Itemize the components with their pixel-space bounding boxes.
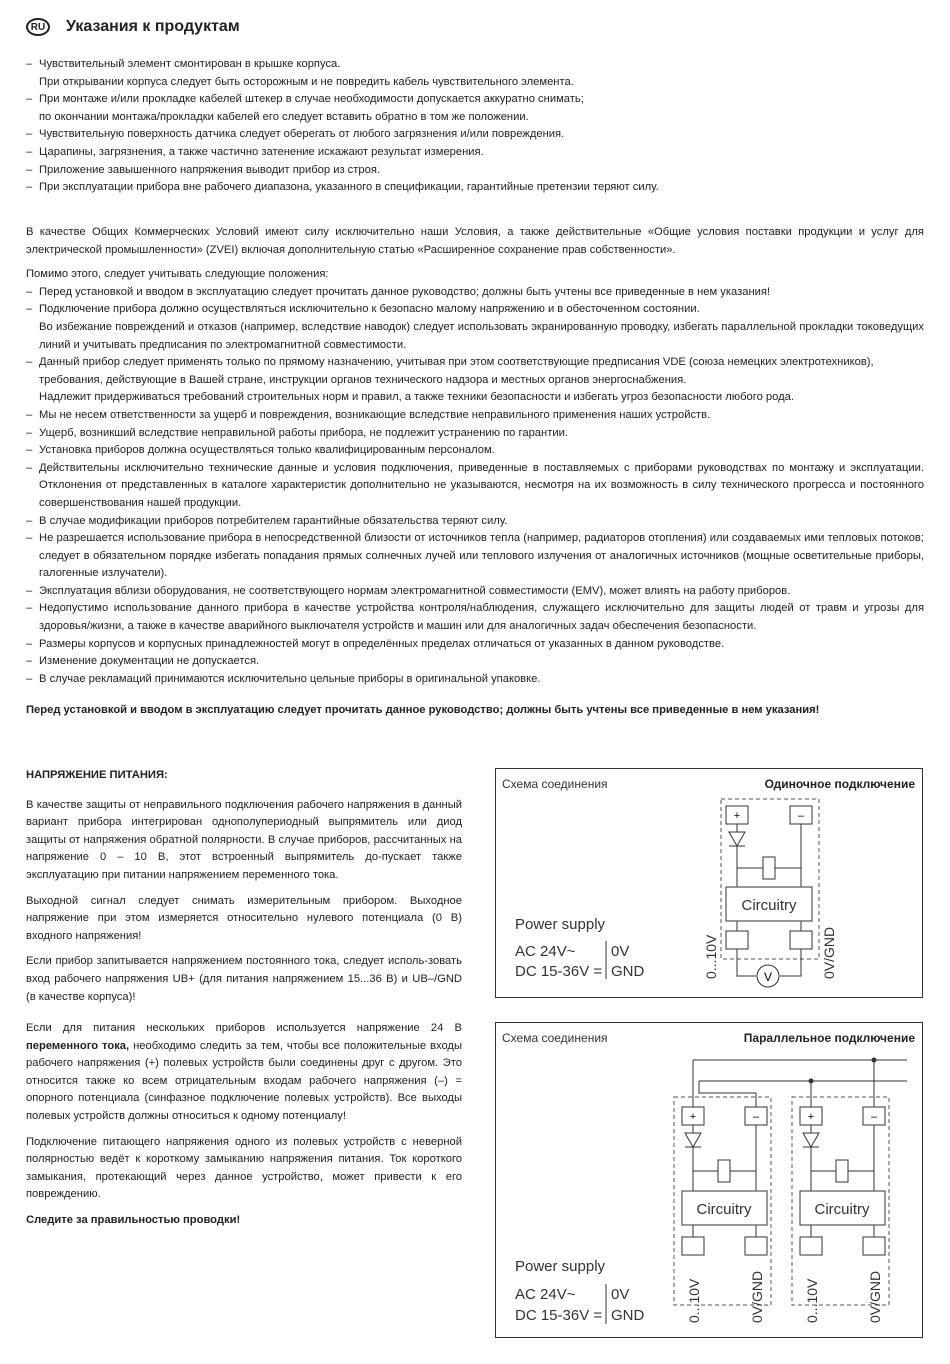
page-title: Указания к продуктам (66, 18, 240, 35)
terms-item: Надлежит придерживаться требований строительных норм и правил, а также техники безопасности и избегать угроз безопасности любого рода. (39, 391, 794, 404)
circuitry-label: Circuitry (741, 897, 797, 914)
note-item: При открывании корпуса следует быть осторожным и не повредить кабель чувствительного элемента. (39, 75, 574, 88)
output-label: 0...10V (804, 1278, 820, 1323)
supply-paragraph: В качестве защиты от неправильного подключения рабочего напряжения в данный вариант прибора интегрирован однополупериодный выпрямитель или диод защиты от напряжения обратной полярности. В случае приборов, рассчитанных на напряжение 0 – 10 В, этот встроенный выпрямитель до-пускает также эксплуатацию при питании напряжением переменного тока. (26, 798, 462, 881)
gnd-text: GND (611, 963, 645, 980)
terms-item: – Изменение документации не допускается. (26, 653, 924, 671)
terms-item: – Перед установкой и вводом в эксплуатацию следует прочитать данное руководство; должны быть учтены все приведенные в нем указания! (26, 284, 924, 302)
zero-v-label: 0V (611, 1286, 630, 1303)
gnd-label: 0V/GND (749, 1270, 765, 1323)
capacitor-icon (718, 1160, 730, 1182)
circuitry-label: Circuitry (696, 1201, 752, 1218)
terms-item: Во избежание повреждений и отказов (например, вследствие наводок) следует использовать экранированную проводку, избегать параллельной прокладки токоведущих линий и учитывать предписания по электромагнитной совместимости. (39, 320, 924, 351)
terms-item: – Эксплуатация вблизи оборудования, не соответствующего нормам электромагнитной совместимости (EMV), может влиять на работу приборов. (26, 583, 924, 601)
note-item: – Приложение завышенного напряжения выводит прибор из строя. (26, 162, 924, 180)
note-item: – При эксплуатации прибора вне рабочего диапазона, указанного в спецификации, гарантийные претензии теряют силу. (26, 179, 924, 197)
terms-section (26, 224, 924, 720)
diagram-label: Схема соединения (502, 777, 608, 791)
terms-item: – Подключение прибора должно осуществляться исключительно к безопасно малому напряжению и в обесточенном состоянии. (26, 301, 924, 319)
dc-label: DC 15-36V = (515, 1307, 603, 1324)
terms-item: – Ущерб, возникший вследствие неправильной работы прибора, не подлежит устранению по гарантии. (26, 425, 924, 443)
terms-lead: Помимо этого, следует учитывать следующие положения: (26, 268, 329, 281)
diode-icon (729, 832, 745, 846)
parallel-connection-diagram (495, 1022, 923, 1338)
diode-icon (685, 1133, 701, 1147)
gnd-label: 0V/GND (867, 1270, 883, 1323)
page-header (26, 14, 240, 40)
gnd-label: 0V/GND (821, 926, 837, 979)
power-supply-label: Power supply (515, 1258, 606, 1275)
voltmeter-label: V (763, 970, 773, 984)
supply-text: необходимо следить за тем, чтобы все положительные входы рабочего напряжения (+) полевых устройств были соединены друг с другом. Это относится также ко всем отрицательным входам рабочего напряжения (–) = опорного потенциала (синфазное подключение полевых устройств). Все выходы полевых устройств должны относиться к одному потенциалу! (26, 1039, 462, 1122)
note-item: – Царапины, загрязнения, а также частично затенение искажают результат измерения. (26, 144, 924, 162)
product-notes (26, 56, 924, 197)
dc-label: DC 15-36V = (515, 963, 603, 980)
diagram-label: Схема соединения (502, 1031, 608, 1045)
terms-item: – В случае рекламаций принимаются исключительно цельные приборы в оригинальной упаковке. (26, 671, 924, 689)
terms-item: – Размеры корпусов и корпусных принадлежностей могут в определённых пределах отличаться от указанных в данном руководстве. (26, 636, 924, 654)
note-item: – Чувствительную поверхность датчика следует оберегать от любого загрязнения и/или повреждения. (26, 126, 924, 144)
capacitor-icon (763, 857, 775, 879)
output-terminal (682, 1237, 704, 1255)
output-label: 0...10V (703, 934, 719, 979)
diagram-title: Параллельное подключение (743, 1031, 915, 1045)
plus-label: + (689, 1111, 697, 1123)
terms-item: – Недопустимо использование данного прибора в качестве устройства контроля/наблюдения, служащего исключительно для защиты людей от травм и угрозы для здоровья/жизни, а также в качестве аварийного выключателя устройств и машин или для аналогичных задач обеспечения безопасности. (26, 600, 924, 635)
supply-paragraph: Подключение питающего напряжения одного из полевых устройств с неверной полярностью ведёт к короткому замыканию напряжения питания. Ток короткого замыкания, протекающий через данное устройство, может привести к его повреждению. (26, 1135, 462, 1201)
supply-section (26, 767, 462, 1014)
diode-icon (803, 1133, 819, 1147)
diagram-title: Одиночное подключение (764, 777, 915, 791)
supply-heading: НАПРЯЖЕНИЕ ПИТАНИЯ: (26, 769, 168, 781)
terms-item: – Данный прибор следует применять только по прямому назначению, учитывая при этом соответствующие предписания VDE (союза немецких электротехников), требования, действующие в Вашей стране, инструкции органов технического надзора и местных органов энергоснабжения. (26, 354, 924, 389)
terms-item: – Мы не несем ответственности за ущерб и повреждения, возникающие вследствие неправильного применения наших устройств. (26, 407, 924, 425)
language-badge: RU (26, 18, 50, 36)
ac-label: AC 24V~ (515, 943, 576, 960)
gnd-terminal (790, 931, 812, 949)
supply-section-2 (26, 1020, 462, 1238)
note-item: по окончании монтажа/прокладки кабелей его следует вставить обратно в том же положении. (39, 110, 529, 123)
supply-emphasis: переменного тока, (26, 1039, 130, 1052)
output-label: 0...10V (686, 1278, 702, 1323)
power-supply-label: Power supply (515, 916, 606, 933)
single-connection-diagram (495, 768, 923, 998)
minus-label: – (797, 810, 805, 822)
supply-wiring-warning: Следите за правильностью проводки! (26, 1213, 241, 1226)
terms-warning: Перед установкой и вводом в эксплуатацию следует прочитать данное руководство; должны быть учтены все приведенные в нем указания! (26, 704, 820, 717)
zero-v-label: 0V (611, 943, 630, 960)
supply-paragraph: Выходной сигнал следует снимать измерительным прибором. Выходное напряжение при этом измеряется относительно нулевого потенциала (0 В) входного напряжения! (26, 894, 462, 942)
minus-label: – (870, 1111, 878, 1123)
supply-paragraph (26, 1020, 462, 1126)
minus-label: – (752, 1111, 760, 1123)
gnd-terminal (745, 1237, 767, 1255)
terms-item: – В случае модификации приборов потребителем гарантийные обязательства теряют силу. (26, 513, 924, 531)
ac-label: AC 24V~ (515, 1286, 576, 1303)
plus-label: + (733, 810, 741, 822)
output-terminal (800, 1237, 822, 1255)
supply-paragraph: Если прибор запитывается напряжением постоянного тока, следует исполь-зовать вход рабочего напряжения UB+ (для питания напряжением 15...36 В) и UB–/GND (в качестве корпуса)! (26, 955, 462, 1003)
note-item: – При монтаже и/или прокладке кабелей штекер в случае необходимости допускается аккуратно снимать; (26, 91, 924, 109)
note-item: – Чувствительный элемент смонтирован в крышке корпуса. (26, 56, 924, 74)
supply-text: Если для питания нескольких приборов используется напряжение 24 В (26, 1022, 462, 1034)
circuitry-label: Circuitry (814, 1201, 870, 1218)
gnd-terminal (863, 1237, 885, 1255)
terms-item: – Действительны исключительно технические данные и условия подключения, приведенные в поставляемых с приборами руководствах по монтажу и эксплуатации. Отклонения от представленных в каталоге характеристик дополнительно не указываются, несмотря на их возможность в силу технического прогресса и постоянного совершенствования нашей продукции. (26, 460, 924, 513)
terms-item: – Не разрешается использование прибора в непосредственной близости от источников тепла (например, радиаторов отопления) или создаваемых ими тепловых потоков; следует в обязательном порядке избегать попадания прямых солнечных лучей или теплового излучения от аналогичных источников (мощные осветительные приборы, галогенные излучатели). (26, 530, 924, 583)
terms-intro: В качестве Общих Коммерческих Условий имеют силу исключительно наши Условия, а также действительные «Общие условия поставки продукции и услуг для электрической промышленности» (ZVEI) включая дополнительную статью «Расширенное сохранение прав собственности». (26, 226, 924, 256)
terms-item: – Установка приборов должна осуществляться только квалифицированным персоналом. (26, 442, 924, 460)
gnd-text: GND (611, 1307, 645, 1324)
plus-label: + (807, 1111, 815, 1123)
capacitor-icon (836, 1160, 848, 1182)
output-terminal (726, 931, 748, 949)
